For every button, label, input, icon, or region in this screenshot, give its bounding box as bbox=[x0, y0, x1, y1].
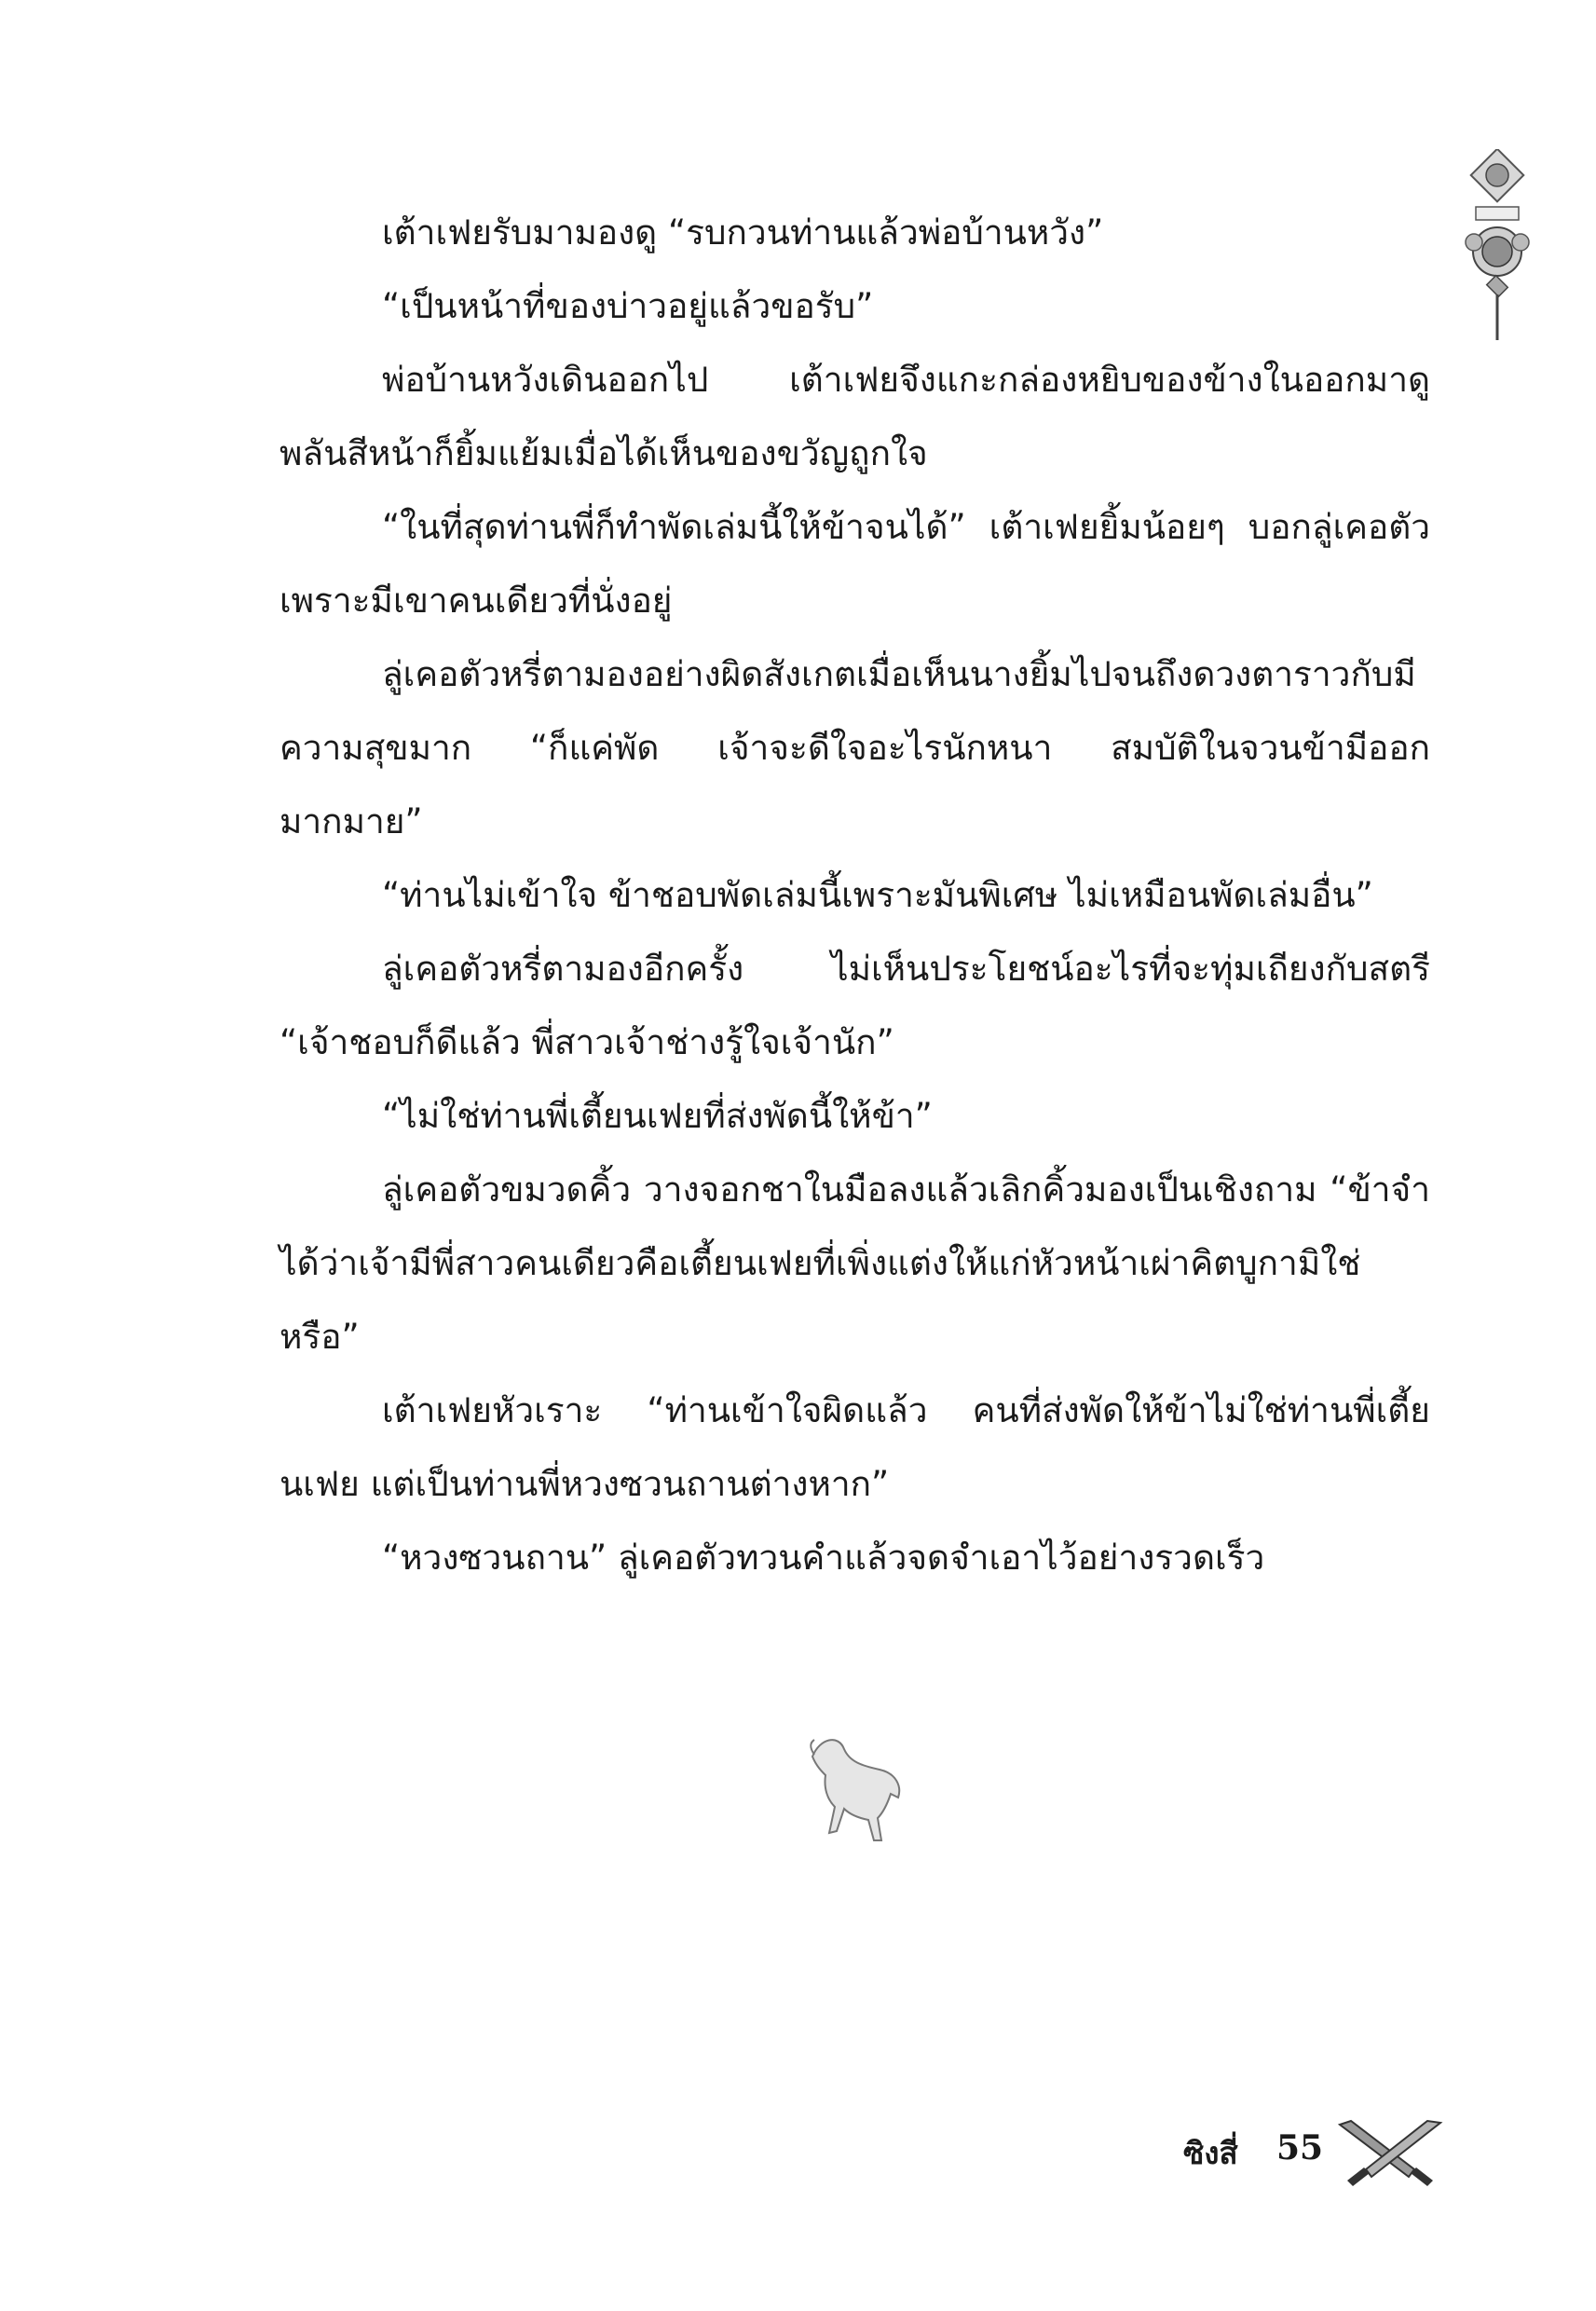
paragraph: “ไม่ใช่ท่านพี่เตี้ยนเฟยที่ส่งพัดนี้ให้ข้า” bbox=[382, 1096, 933, 1136]
paragraph: เต้าเฟยรับมามองดู “รบกวนท่านแล้วพ่อบ้านหวัง” bbox=[382, 212, 1104, 253]
paragraph: “ท่านไม่เข้าใจ ข้าชอบพัดเล่มนี้เพราะมันพิเศษ ไม่เหมือนพัดเล่มอื่น” bbox=[382, 875, 1373, 915]
horse-icon bbox=[794, 1729, 906, 1850]
running-title: ซิงสี่ bbox=[1183, 2135, 1238, 2171]
paragraph: พ่อบ้านหวังเดินออกไป เต้าเฟยจึงแกะกล่องหยิบของข้างในออกมาดู พลันสีหน้าก็ยิ้มแย้มเมื่อได้เห็นของขวัญถูกใจ bbox=[280, 360, 1430, 473]
paragraph: “หวงซวนถาน” ลู่เคอตัวทวนคำแล้วจดจำเอาไว้อย่างรวดเร็ว bbox=[382, 1538, 1265, 1578]
main-text bbox=[280, 196, 1430, 1594]
paragraph: เต้าเฟยหัวเราะ “ท่านเข้าใจผิดแล้ว คนที่ส่งพัดให้ข้าไม่ใช่ท่านพี่เตี้ยนเฟย แต่เป็นท่านพี่หวงซวนถานต่างหาก” bbox=[280, 1390, 1430, 1504]
paragraph: ลู่เคอตัวขมวดคิ้ว วางจอกชาในมือลงแล้วเลิกคิ้วมองเป็นเชิงถาม “ข้าจำได้ว่าเจ้ามีพี่สาวคนเดียวคือเตี้ยนเฟยที่เพิ่งแต่งให้แก่หัวหน้าเผ่าคิตบูกามิใช่หรือ” bbox=[280, 1169, 1430, 1357]
chinese-knot-ornament-icon bbox=[1461, 149, 1534, 345]
paragraph: ลู่เคอตัวหรี่ตามองอีกครั้ง ไม่เห็นประโยชน์อะไรที่จะทุ่มเถียงกับสตรี “เจ้าชอบก็ดีแล้ว พี่สาวเจ้าช่างรู้ใจเจ้านัก” bbox=[280, 949, 1430, 1062]
paragraph: ลู่เคอตัวหรี่ตามองอย่างผิดสังเกตเมื่อเห็นนางยิ้มไปจนถึงดวงตาราวกับมีความสุขมาก “ก็แค่พัด เจ้าจะดีใจอะไรนักหนา สมบัติในจวนข้ามีออกมากมาย” bbox=[280, 654, 1430, 841]
page-number: 55 bbox=[1276, 2128, 1324, 2167]
crossed-knives-icon bbox=[1334, 2115, 1446, 2190]
paragraph: “เป็นหน้าที่ของบ่าวอยู่แล้วขอรับ” bbox=[382, 286, 874, 326]
paragraph: “ในที่สุดท่านพี่ก็ทำพัดเล่มนี้ให้ข้าจนได้” เต้าเฟยยิ้มน้อยๆ บอกลู่เคอตัว เพราะมีเขาคนเดียวที่นั่งอยู่ bbox=[280, 507, 1430, 621]
